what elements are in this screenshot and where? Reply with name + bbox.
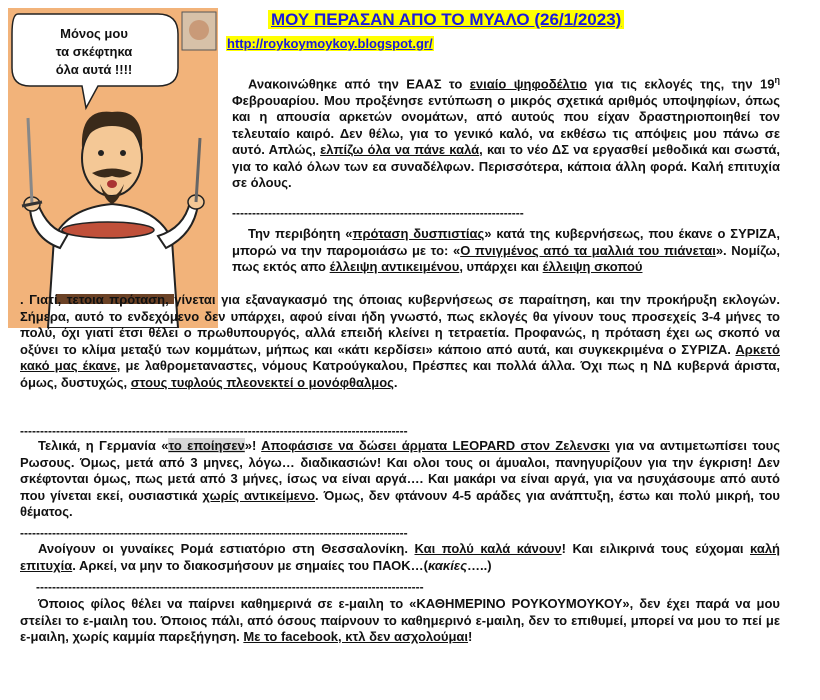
underlined-text: Αρκετό κακό μας έκανε	[20, 341, 780, 373]
paragraph-leopard	[20, 438, 780, 521]
separator: -------------------------------------------------------------------------------------------------	[20, 424, 408, 438]
superscript: η	[774, 75, 780, 85]
speech-line-1: Μόνος μου	[60, 26, 128, 41]
text: Ανακοινώθηκε από την ΕΑΑΣ το	[248, 76, 470, 92]
text: .	[393, 374, 398, 390]
text: . Όμως, δεν φτάνουν 4-5 αράδες για ανάπτυξη, έστω και πολύ μικρή, του θέματος.	[20, 487, 780, 519]
text: ». Νομίζω, πως εκτός απο	[232, 242, 780, 274]
underlined-text: ενιαίο ψηφοδέλτιο	[469, 76, 588, 92]
text: »!	[244, 438, 262, 453]
underlined-text: Και πολύ καλά κάνουν	[414, 541, 562, 556]
italic-text: κακίες	[427, 557, 467, 573]
text: ! Και ειλικρινά τους εύχομαι	[561, 541, 751, 556]
text: …..)	[467, 557, 492, 573]
title-block	[268, 10, 624, 30]
text: » κατά της κυβερνήσεως, που έκανε ο ΣΥΡΙΖΑ, μπορώ να την παρομοιάσω με το: «	[232, 226, 781, 258]
underlined-text: έλλειψη αντικειμένου	[329, 259, 460, 274]
text: για τις εκλογές της, την 19	[587, 76, 775, 92]
underlined-text: έλλειψη σκοπού	[542, 259, 643, 274]
text: !	[468, 629, 473, 644]
speech-line-3: όλα αυτά !!!!	[55, 62, 133, 77]
paragraph-no-confidence-a	[232, 226, 780, 276]
text: , και το νέο ΔΣ να εργασθεί μεθοδικά και σωστά, για το καλό όλων των εα συναδέλφων. Περισσότερα, κάποια άλλη φορά. Καλή επιτυχία σε όλους.	[232, 142, 781, 191]
separator: -------------------------------------------------------------------------------------------------	[36, 580, 424, 594]
text: Την περιβόητη «	[248, 226, 353, 241]
underlined-text: χωρίς αντικείμενο	[202, 487, 316, 503]
text: Φεβρουαρίου. Μου προξένησε εντύπωση ο μικρός σχετικά αριθμός υποψηφίων, όπως και η απουσία αρκετών ονομάτων, από αυτούς που είχαν δραστηριοποιηθεί τον τελευταίο καιρό. Δεν θέλω, για το γενικό καλό, να εκθέσω τις απόψεις μου πάνω σε αυτό. Απλώς,	[232, 92, 780, 158]
page-title: ΜΟΥ ΠΕΡΑΣΑΝ ΑΠΟ ΤΟ ΜΥΑΛΟ (26/1/2023)	[268, 10, 624, 29]
cartoon-image	[8, 8, 218, 328]
text: Όποιος φίλος θέλει να παίρνει καθημερινά σε ε-μαιλη το «ΚΑΘΗΜΕΡΙΝΟ ΡΟΥΚΟΥΜΟΥΚΟΥ», δεν έχει παρά να μου στείλει το ε-μαιλη του. Όποιος πάλι, από όσους παίρνουν το καθημερινό ε-μαιλη, δεν το επιθυμεί, μπορεί να μου το πεί με ε-μαιλη, χωρίς καμμία παρεξήγηση.	[20, 596, 780, 644]
text: Τελικά, η Γερμανία «	[38, 438, 169, 453]
speech-line-2: τα σκέφτηκα	[55, 44, 133, 59]
paragraph-restaurant	[20, 541, 780, 574]
text: για να αντιμετωπίσει τους Ρωσους. Όμως, μετά από 3 μηνες, λόγω… διαδικασιών! Και ολοι τους οι άμυαλοι, πανηγυρίζουν για την έγκριση! Δεν σκέφτονται όμως, πως μετά από 3 μήνες, ίσως να είναι αργά…. Και μακάρι να είναι αργά, για να ησυχάσουμε από αυτό που γίνεται εκεί, ουσιαστικά	[20, 438, 780, 503]
underlined-text: καλή επιτυχία	[20, 541, 780, 573]
underlined-text: πρόταση δυσπιστίας	[352, 226, 485, 241]
separator: -------------------------------------------------------------------------	[232, 206, 524, 220]
paragraph-newsletter	[20, 596, 780, 646]
text: . Γιατί, τετοια πρόταση, γίνεται για εξαναγκασμό της όποιας κυβερνήσεως σε παραίτηση, και την προκήρυξη εκλογών. Σήμερα, αυτό το ενδεχόμενο δεν υπάρχει, αφού είναι ήδη γνωστό, πως εκλογές θα γίνουν τους προσεχείς 3-4 μήνες το πολύ, όχι γιατί έτσι θέλει ο πρωθυπουργός, αλλά επειδή κλείνει η τετραετία. Προφανώς, η πρόταση έχει ως σκοπό να οξύνει το κλίμα μεταξύ των κομμάτων, μήπως και «κάτι κερδίσει» κάποιο από αυτά, και συγκεκριμένα ο ΣΥΡΙΖΑ.	[20, 292, 780, 357]
underlined-text: το εποίησεν	[168, 438, 245, 453]
text: . Αρκεί, να μην το διακοσμήσουν με σημαίες του ΠΑΟΚ…(	[72, 557, 428, 573]
underlined-text: Με το facebook, κτλ δεν ασχολούμαι	[243, 629, 469, 644]
url-block[interactable]	[226, 35, 434, 53]
paragraph-no-confidence-b	[20, 292, 780, 391]
text: , υπάρχει και	[459, 259, 543, 274]
text: Ανοίγουν οι γυναίκες Ρομά εστιατόριο στη Θεσσαλονίκη.	[38, 541, 415, 556]
blog-link[interactable]: http://roykoymoykoy.blogspot.gr/	[227, 36, 433, 51]
underlined-text: ελπίζω όλα να πάνε καλά	[320, 142, 480, 158]
underlined-text: στους τυφλούς πλεονεκτεί ο μονόφθαλμος	[130, 374, 394, 390]
paragraph-ballot	[232, 72, 780, 192]
text: , με λαθρομεταναστες, νόμους Κατρούγκαλου, Πρέσπες και πολλά άλλα. Όχι πως η ΝΔ κυβερνά άριστα, όμως, δυστυχώς,	[20, 358, 780, 390]
underlined-text: Αποφάσισε να δώσει άρματα LEOPARD στον Ζελενσκι	[261, 438, 610, 453]
separator: -------------------------------------------------------------------------------------------------	[20, 526, 408, 540]
underlined-text: Ο πνιγμένος από τα μαλλιά του πιάνεται	[460, 242, 716, 258]
